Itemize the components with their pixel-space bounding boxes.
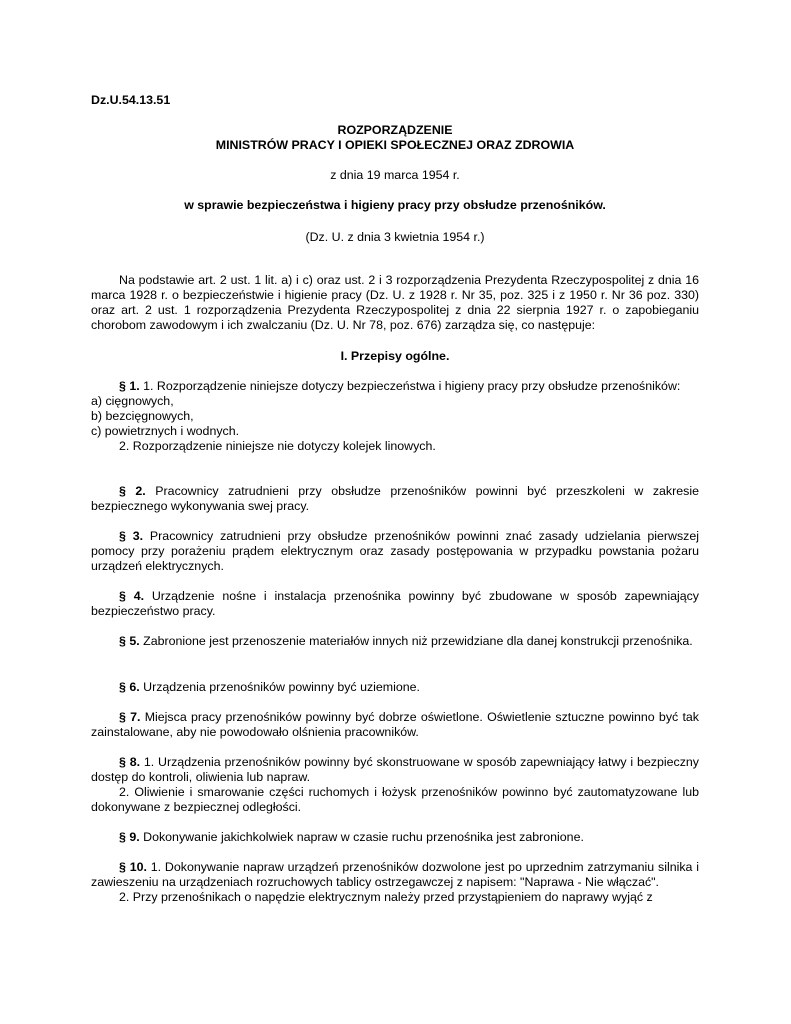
section-1-item-b: b) bezcięgnowych, bbox=[91, 409, 194, 423]
document-subject: w sprawie bezpieczeństwa i higieny pracy przy obsłudze przenośników. bbox=[184, 198, 606, 212]
section-3 bbox=[91, 529, 699, 574]
section-1-paragraph-2: 2. Rozporządzenie niniejsze nie dotyczy kolejek linowych. bbox=[119, 439, 436, 453]
section-5-text: Zabronione jest przenoszenie materiałów innych niż przewidziane dla danej konstrukcji przenośnika. bbox=[143, 634, 693, 648]
document-title-line1: ROZPORZĄDZENIE bbox=[337, 123, 453, 137]
document-date: z dnia 19 marca 1954 r. bbox=[330, 168, 460, 182]
section-3-label: § 3. bbox=[119, 529, 144, 543]
section-1-item-a: a) cięgnowych, bbox=[91, 394, 174, 408]
section-5 bbox=[91, 634, 699, 649]
preamble-text: Na podstawie art. 2 ust. 1 lit. a) i c) oraz ust. 2 i 3 rozporządzenia Prezydenta Rzeczypospolitej z dnia 16 marca 1928 r. o bezpieczeństwie i higienie pracy (Dz. U. z 1928 r. Nr 35, poz. 325 i z 1950 r. Nr 36 poz. 330) oraz art. 2 ust. 1 rozporządzenia Prezydenta Rzeczypospolitej z dnia 22 sierpnia 1927 r. o zapobieganiu chorobom zawodowym i ich zwalczaniu (Dz. U. Nr 78, poz. 676) zarządza się, co następuje: bbox=[91, 273, 699, 332]
section-5-label: § 5. bbox=[119, 634, 140, 648]
section-1 bbox=[91, 379, 699, 454]
section-10 bbox=[91, 860, 699, 905]
section-10-label: § 10. bbox=[119, 860, 147, 874]
section-4 bbox=[91, 589, 699, 619]
chapter-heading: I. Przepisy ogólne. bbox=[340, 349, 450, 363]
section-9-text: Dokonywanie jakichkolwiek napraw w czasie ruchu przenośnika jest zabronione. bbox=[143, 830, 584, 844]
document-title-line2: MINISTRÓW PRACY I OPIEKI SPOŁECZNEJ ORAZ ZDROWIA bbox=[215, 138, 575, 152]
section-2 bbox=[91, 484, 699, 514]
section-6-label: § 6. bbox=[119, 680, 140, 694]
section-7-text: Miejsca pracy przenośników powinny być dobrze oświetlone. Oświetlenie sztuczne powinno być tak zainstalowane, aby nie powodowało olśnienia pracowników. bbox=[91, 710, 699, 739]
section-1-label: § 1. bbox=[119, 379, 140, 393]
section-6-text: Urządzenia przenośników powinny być uziemione. bbox=[143, 680, 420, 694]
section-4-label: § 4. bbox=[119, 589, 145, 603]
section-8-paragraph-2: 2. Oliwienie i smarowanie części ruchomych i łożysk przenośników powinno być zautomatyzowane lub dokonywane z bezpiecznej odległości. bbox=[91, 785, 699, 814]
section-9 bbox=[91, 830, 699, 845]
section-6 bbox=[91, 680, 699, 695]
section-7-label: § 7. bbox=[119, 710, 141, 724]
section-7 bbox=[91, 710, 699, 740]
section-8-label: § 8. bbox=[119, 755, 141, 769]
section-1-paragraph-1: 1. Rozporządzenie niniejsze dotyczy bezpieczeństwa i higieny pracy przy obsłudze przenośników: bbox=[143, 379, 681, 393]
section-2-text: Pracownicy zatrudnieni przy obsłudze przenośników powinni być przeszkoleni w zakresie bezpiecznego wykonywania swej pracy. bbox=[91, 484, 699, 513]
section-10-paragraph-1: 1. Dokonywanie napraw urządzeń przenośników dozwolone jest po uprzednim zatrzymaniu silnika i zawieszeniu na urządzeniach rozruchowych tablicy ostrzegawczej z napisem: "Naprawa - Nie włączać". bbox=[91, 860, 699, 889]
document-reference: Dz.U.54.13.51 bbox=[91, 93, 171, 107]
section-4-text: Urządzenie nośne i instalacja przenośnika powinny być zbudowane w sposób zapewniający bezpieczeństwo pracy. bbox=[91, 589, 699, 618]
section-10-paragraph-2: 2. Przy przenośnikach o napędzie elektrycznym należy przed przystąpieniem do naprawy wyjąć z bbox=[119, 890, 653, 904]
section-8-paragraph-1: 1. Urządzenia przenośników powinny być skonstruowane w sposób zapewniający łatwy i bezpieczny dostęp do kontroli, oliwienia lub napraw. bbox=[91, 755, 699, 784]
section-8 bbox=[91, 755, 699, 815]
section-1-item-c: c) powietrznych i wodnych. bbox=[91, 424, 240, 438]
section-9-label: § 9. bbox=[119, 830, 140, 844]
section-3-text: Pracownicy zatrudnieni przy obsłudze przenośników powinni znać zasady udzielania pierwszej pomocy przy porażeniu prądem elektrycznym oraz zasady postępowania w przypadku powstania pożaru urządzeń elektrycznych. bbox=[91, 529, 699, 573]
document-publication: (Dz. U. z dnia 3 kwietnia 1954 r.) bbox=[305, 230, 485, 244]
section-2-label: § 2. bbox=[119, 484, 146, 498]
preamble bbox=[91, 273, 699, 333]
